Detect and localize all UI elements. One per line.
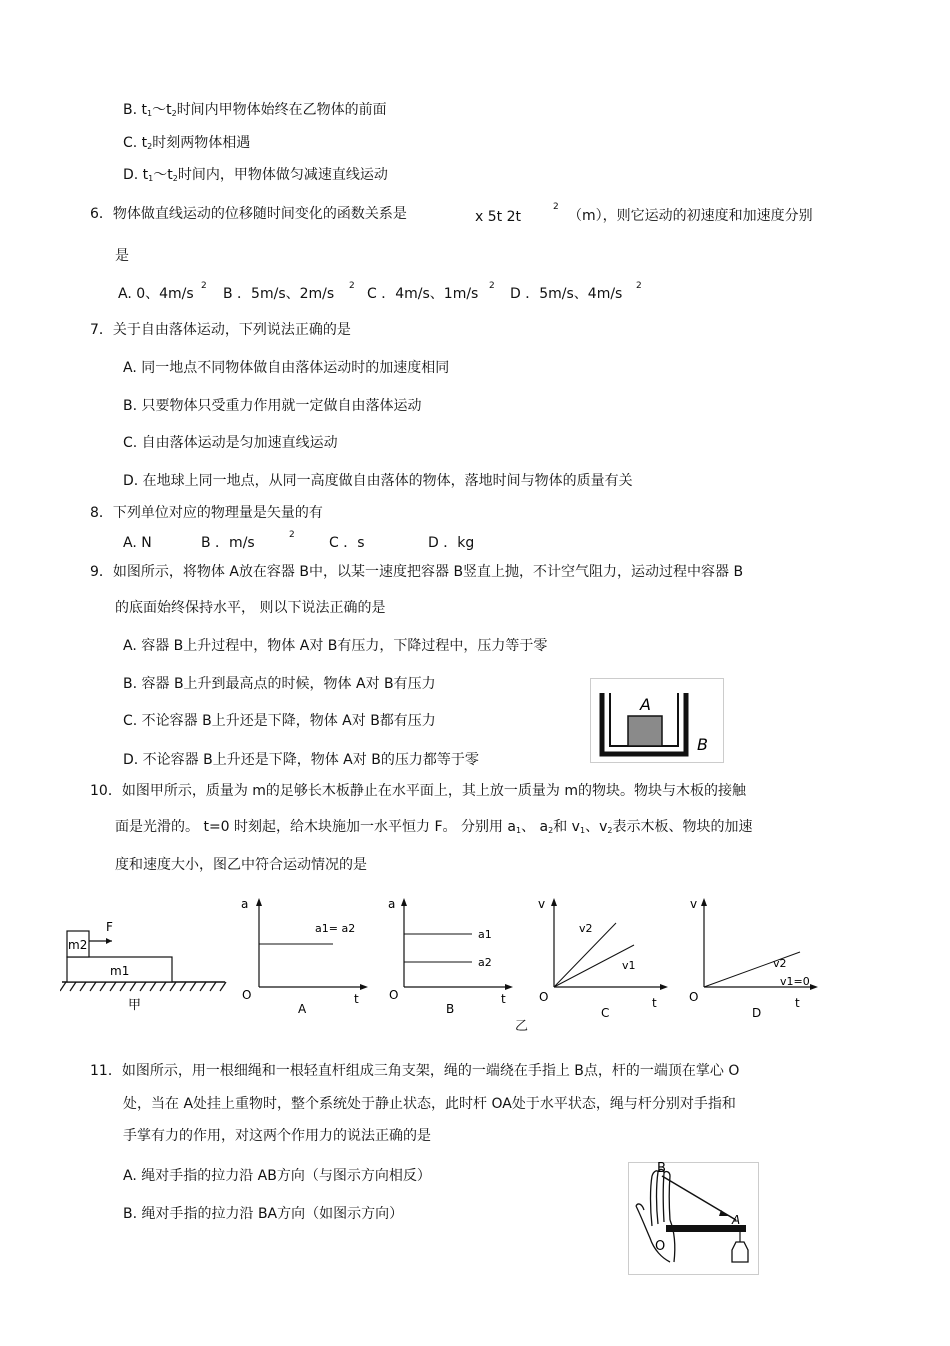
q7-option-d: D. 在地球上同一地点，从同一高度做自由落体的物体，落地时间与物体的质量有关 xyxy=(123,473,633,489)
graph-a-curve-label: a1= a2 xyxy=(315,922,356,935)
graph-a-caption: A xyxy=(298,1002,307,1016)
q10-line2: 面是光滑的。 t=0 时刻起，给木块施加一水平恒力 F。 分别用 $a_1$、 $a_2$和 $v_1$、$v_2$表示木板、物块的加速 xyxy=(115,819,753,835)
q9-option-d: D. 不论容器 B上升还是下降，物体 A对 B的压力都等于零 xyxy=(123,752,479,768)
graph-d-x-label: t xyxy=(795,996,800,1010)
q8-option-b-exp: 2 xyxy=(289,530,295,540)
graph-b-label-a2: a2 xyxy=(478,956,492,969)
q9-option-a: A. 容器 B上升过程中，物体 A对 B有压力，下降过程中，压力等于零 xyxy=(123,638,548,654)
q11-line2: 处，当在 A处挂上重物时，整个系统处于静止状态，此时杆 OA处于水平状态，绳与杆分别对手指和 xyxy=(123,1096,736,1112)
q6-option-a-exp: 2 xyxy=(201,281,207,291)
q11-stem: 11．如图所示，用一根细绳和一根轻直杆组成三角支架，绳的一端绕在手指上 B点，杆的一端顶在掌心 O xyxy=(90,1063,740,1079)
graph-a-x-arrow xyxy=(360,984,368,990)
graph-c-label-v1: v1 xyxy=(622,959,636,972)
q6-stem: 6．物体做直线运动的位移随时间变化的函数关系是 xyxy=(90,206,407,222)
q10-caption-jia: 甲 xyxy=(128,998,142,1013)
q7-option-b: B. 只要物体只受重力作用就一定做自由落体运动 xyxy=(123,398,422,414)
q5-option-d: D. $t_1\sim t_2$时间内，甲物体做匀减速直线运动 xyxy=(123,167,388,183)
q6-option-b: B ．5m/s、2m/s xyxy=(223,286,335,302)
graph-d-label-v2: v2 xyxy=(773,957,787,970)
q10-ground-hatch xyxy=(60,982,226,991)
graph-c-origin: O xyxy=(539,990,549,1004)
q6-option-c: C ．4m/s、1m/s xyxy=(367,286,479,302)
q7-option-a: A. 同一地点不同物体做自由落体运动时的加速度相同 xyxy=(123,360,450,376)
graph-c-caption: C xyxy=(601,1006,610,1020)
graph-c-y-arrow xyxy=(551,898,557,906)
graph-d-label-v1: v1=0 xyxy=(780,975,810,988)
q10-line3: 度和速度大小，图乙中符合运动情况的是 xyxy=(115,857,367,873)
q10-graph-b xyxy=(380,895,520,1020)
q8-stem: 8．下列单位对应的物理量是矢量的有 xyxy=(90,505,323,521)
q7-option-c: C. 自由落体运动是匀加速直线运动 xyxy=(123,435,338,451)
q10-label-m2: m2 xyxy=(68,938,88,952)
q6-option-b-exp: 2 xyxy=(349,281,355,291)
graph-b-y-label: a xyxy=(388,897,396,911)
q10-graph-a xyxy=(235,895,375,1020)
q11-label-o: O xyxy=(655,1239,666,1254)
q6-option-d-exp: 2 xyxy=(636,281,642,291)
graph-b-label-a1: a1 xyxy=(478,928,492,941)
graph-c-label-v2: v2 xyxy=(579,922,593,935)
q5-option-b: B. $t_1\sim t_2$时间内甲物体始终在乙物体的前面 xyxy=(123,102,387,118)
q8-option-c: C ．s xyxy=(329,535,365,551)
graph-a-x-label: t xyxy=(354,992,359,1006)
q10-figure-jia xyxy=(60,915,230,1015)
q10-label-m1: m1 xyxy=(110,964,130,978)
q9-label-b: B xyxy=(697,735,708,754)
q10-graph-d xyxy=(680,895,825,1020)
graph-b-caption: B xyxy=(446,1002,455,1016)
q7-stem: 7．关于自由落体运动，下列说法正确的是 xyxy=(90,322,351,338)
q10-caption-yi: 乙 xyxy=(515,1019,529,1034)
q5-option-c: C. $t_2$时刻两物体相遇 xyxy=(123,135,251,151)
q11-label-a: A xyxy=(732,1213,741,1227)
graph-a-y-arrow xyxy=(256,898,262,906)
q11-weight xyxy=(732,1242,748,1262)
q10-force-arrowhead xyxy=(106,938,112,944)
graph-c-x-arrow xyxy=(660,984,668,990)
graph-d-y-arrow xyxy=(701,898,707,906)
graph-d-caption: D xyxy=(752,1006,762,1020)
q6-option-a: A. 0、4m/s xyxy=(118,286,194,302)
graph-c-y-label: v xyxy=(538,897,546,911)
graph-b-x-arrow xyxy=(505,984,513,990)
q9-label-a: A xyxy=(640,695,651,714)
q9-option-b: B. 容器 B上升到最高点的时候，物体 A对 B有压力 xyxy=(123,676,436,692)
graph-b-x-label: t xyxy=(501,992,506,1006)
q11-label-b: B xyxy=(657,1161,666,1176)
q10-graph-c xyxy=(530,895,675,1020)
q8-option-b: B ．m/s xyxy=(201,535,255,551)
q10-sub-3: 1 xyxy=(579,826,586,835)
graph-d-y-label: v xyxy=(690,897,698,911)
q9-object-a xyxy=(628,716,662,746)
q10-stem: 10．如图甲所示，质量为 m的足够长木板静止在水平面上，其上放一质量为 m的物块。物块与木板的接触 xyxy=(90,783,746,799)
q10-sub-2: 2 xyxy=(548,826,554,835)
q6-formula-exponent: 2 xyxy=(553,202,559,212)
q9-stem: 9．如图所示，将物体 A放在容器 B中，以某一速度把容器 B竖直上抛，不计空气阻力，运动过程中容器 B xyxy=(90,564,744,580)
q6-line2: 是 xyxy=(115,248,129,264)
q9-option-c: C. 不论容器 B上升还是下降，物体 A对 B都有压力 xyxy=(123,713,436,729)
q11-line3: 手掌有力的作用，对这两个作用力的说法正确的是 xyxy=(123,1128,431,1144)
q6-unit-tail: （m），则它运动的初速度和加速度分别 xyxy=(568,208,813,224)
q11-hand-figure xyxy=(628,1158,762,1276)
q9-line2: 的底面始终保持水平， 则以下说法正确的是 xyxy=(115,600,386,616)
graph-c-x-label: t xyxy=(652,996,657,1010)
graph-b-origin: O xyxy=(389,988,399,1002)
q10-sub-4: 2 xyxy=(607,826,613,835)
q8-option-d: D ．kg xyxy=(428,535,475,551)
graph-b-y-arrow xyxy=(401,898,407,906)
q10-sub-1: 1 xyxy=(516,826,522,835)
graph-a-y-label: a xyxy=(241,897,249,911)
graph-d-x-arrow xyxy=(810,984,818,990)
q6-option-c-exp: 2 xyxy=(489,281,495,291)
q8-option-a: A. N xyxy=(123,535,152,551)
graph-a-origin: O xyxy=(242,988,252,1002)
q11-option-b: B. 绳对手指的拉力沿 BA方向（如图示方向） xyxy=(123,1206,404,1222)
q10-label-f: F xyxy=(106,920,113,934)
graph-d-origin: O xyxy=(689,990,699,1004)
q11-option-a: A. 绳对手指的拉力沿 AB方向（与图示方向相反） xyxy=(123,1168,431,1184)
q6-option-d: D ．5m/s、4m/s xyxy=(510,286,623,302)
q9-container-figure xyxy=(590,678,725,764)
q6-formula: x 5t 2t xyxy=(475,209,521,225)
